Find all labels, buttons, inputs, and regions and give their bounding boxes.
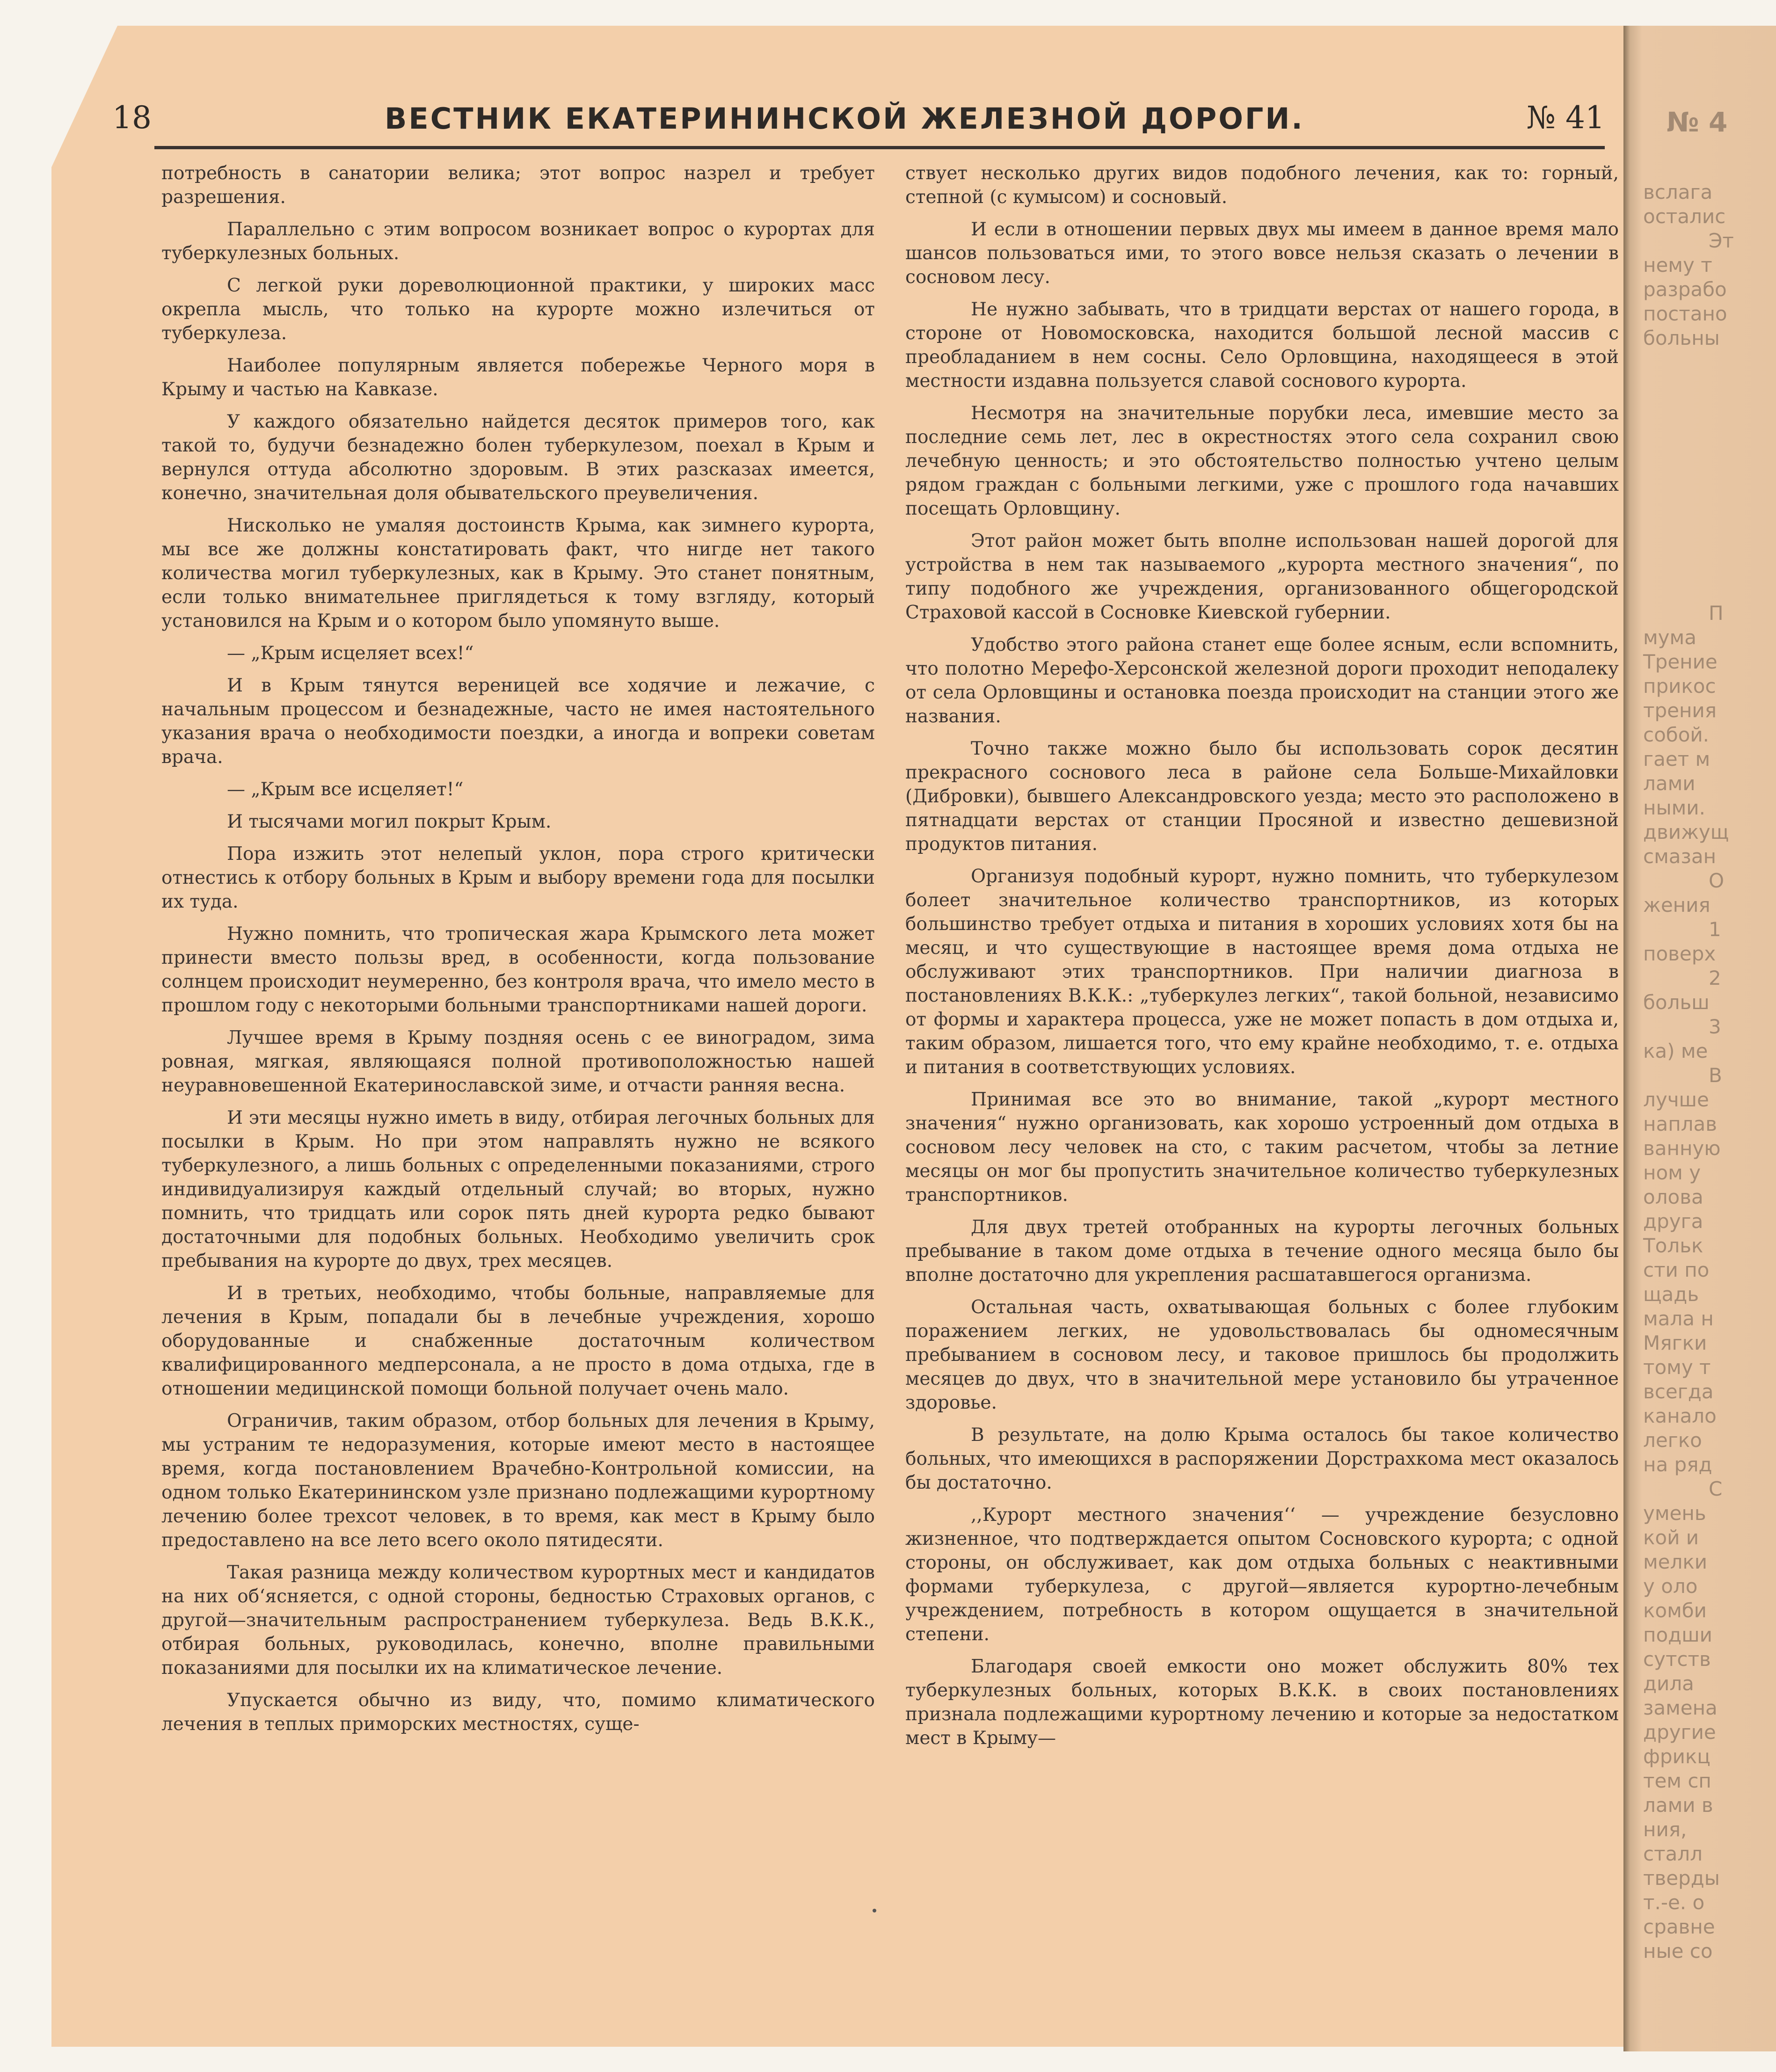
next-page-fragment: больш [1643,991,1710,1014]
next-page-fragment: Мягки [1643,1331,1707,1354]
page-header [112,89,1605,136]
next-page-fragment: В [1709,1064,1722,1087]
next-page-fragment: движущ [1643,821,1729,843]
next-page-fragment: поверх [1643,942,1716,965]
next-page-fragment: лучше [1643,1088,1709,1111]
next-page-fragment: дила [1643,1672,1694,1695]
next-page-fragment: легко [1643,1429,1702,1452]
paragraph: Принимая все это во внимание, такой „курорт местного значения“ нужно организовать, как хорошо устроенный дом отдыха в сосновом лесу человек на сто, с таким расчетом, чтобы за летние месяцы он мог бы пропустить значительное количество туберкулезных транспортников. [905,1089,1619,1206]
next-page-fragment: Тольк [1643,1234,1703,1257]
paragraph: — „Крым исцеляет всех!“ [227,643,474,664]
next-page-fragment: больны [1643,327,1720,349]
next-page-fragment: мума [1643,626,1696,649]
next-page-fragment: ка) ме [1643,1040,1708,1062]
ink-dot [873,1909,876,1912]
next-page-fragment: ванную [1643,1137,1721,1160]
left-column [161,161,875,1745]
paragraph: Благодаря своей емкости оно может обслужить 80% тех туберкулезных больных, которых В.К.К. в своих постановлениях признала подлежащими курортному лечению и которые за недостатком мест в Крыму— [905,1656,1619,1749]
next-page-fragment: олова [1643,1185,1703,1208]
paragraph: Нужно помнить, что тропическая жара Крымского лета может принести вместо пользы вред, в особенности, когда пользование солнцем происходит неумеренно, без контроля врача, что имело место в прошлом году с некоторыми больными транспортниками нашей дороги. [161,923,875,1016]
next-page-fragment: ные со [1643,1940,1713,1963]
next-page-fragment: у оло [1643,1575,1698,1598]
next-page-fragment: П [1709,602,1724,625]
paragraph: И если в отношении первых двух мы имеем в данное время мало шансов пользоваться ими, то этого вовсе нельзя сказать о лечении в сосновом лесу. [905,219,1619,288]
paragraph: — „Крым все исцеляет!“ [227,779,464,800]
next-page-fragment: разрабо [1643,278,1727,301]
paragraph: У каждого обязательно найдется десяток примеров того, как такой то, будучи безнадежно болен туберкулезом, поехал в Крым и вернулся оттуда абсолютно здоровым. В этих разсказах имеется, конечно, значительная доля обывательского преувеличения. [161,411,875,504]
next-page-fragment: фрикц [1643,1745,1710,1768]
next-page-fragment: гает м [1643,748,1710,771]
paragraph: ствует несколько других видов подобного лечения, как то: горный, степной (с кумысом) и сосновый. [905,163,1619,208]
next-page-fragment: лами в [1643,1794,1713,1817]
next-page-fragment: лами [1643,772,1696,795]
paragraph: Нисколько не умаляя достоинств Крыма, как зимнего курорта, мы все же должны констатировать факт, что нигде нет такого количества могил туберкулезных, как в Крыму. Это станет понятным, если только внимательнее приглядеться к тому взгляду, который установился на Крым и о котором было упомянуто выше. [161,515,875,632]
next-page-edge [1623,26,1776,2051]
next-page-fragment: сталл [1643,1842,1703,1865]
paragraph: ,,Курорт местного значения‘‘ — учреждение безусловно жизненное, что подтверждается опытом Сосновского курорта; с одной стороны, он обслуживает, как дом отдыха больных с неактивными формами туберкулеза, с другой—является курортно-лечебным учреждением, потребность в котором ощущается в значительной степени. [905,1505,1619,1645]
next-page-ghost-text [1638,26,1774,2051]
next-page-fragment: друга [1643,1210,1703,1233]
paragraph: Лучшее время в Крыму поздняя осень с ее виноградом, зима ровная, мягкая, являющаяся полной противоположностью нашей неуравновешенной Екатеринославской зиме, и отчасти ранняя весна. [161,1027,875,1096]
next-page-fragment: замена [1643,1696,1718,1719]
page-number: 18 [112,100,152,136]
next-page-fragment: осталис [1643,205,1726,228]
next-page-fragment: тем сп [1643,1769,1711,1792]
next-page-fragment: тому т [1643,1356,1711,1379]
next-page-fragment: мала н [1643,1307,1714,1330]
next-page-fragment: 1 [1709,918,1721,941]
paragraph: Наиболее популярным является побережье Черного моря в Крыму и частью на Кавказе. [161,355,875,400]
next-page-header: № 4 [1667,106,1728,138]
next-page-fragment: кой и [1643,1526,1699,1549]
issue-number: № 41 [1526,100,1605,136]
paragraph: В результате, на долю Крыма осталось бы такое количество больных, что имеющихся в распоряжении Дорстрахкома мест оказалось бы достаточно. [905,1425,1619,1493]
paragraph: Несмотря на значительные порубки леса, имевшие место за последние семь лет, лес в окрестностях этого села сохранил свою лечебную ценность; и это обстоятельство полностью учтено целым рядом граждан с больными легкими, уже с прошлого года начавших посещать Орловщину. [905,403,1619,519]
paragraph: Упускается обычно из виду, что, помимо климатического лечения в теплых приморских местностях, суще- [161,1690,875,1735]
paragraph: Для двух третей отобранных на курорты легочных больных пребывание в таком доме отдыха в течение одного месяца было бы вполне достаточно для укрепления расшатавшегося организма. [905,1217,1619,1286]
paragraph: Пора изжить этот нелепый уклон, пора строго критически отнестись к отбору больных в Крым и выбору времени года для посылки их туда. [161,843,875,912]
next-page-fragment: всегда [1643,1380,1714,1403]
paragraph: потребность в санатории велика; этот вопрос назрел и требует разрешения. [161,163,875,208]
header-rule [154,146,1605,149]
next-page-fragment: наплав [1643,1112,1717,1135]
paragraph: Этот район может быть вполне использован нашей дорогой для устройства в нем так называемого „курорта местного значения“, по типу подобного же учреждения, организованного общегородской Страховой кассой в Сосновке Киевской губернии. [905,531,1619,623]
next-page-fragment: постано [1643,302,1727,325]
next-page-fragment: ными. [1643,796,1705,819]
next-page-fragment: прикос [1643,675,1716,698]
paragraph: Не нужно забывать, что в тридцати верстах от нашего города, в стороне от Новомосковска, находится большой лесной массив с преобладанием в нем сосны. Село Орловщина, находящееся в этой местности издавна пользуется славой соснового курорта. [905,299,1619,392]
next-page-fragment: на ряд [1643,1453,1712,1476]
next-page-fragment: нему т [1643,254,1712,276]
paragraph: Точно также можно было бы использовать сорок десятин прекрасного соснового леса в районе села Больше-Михайловки (Дибровки), бывшего Александровского уезда; место это расположено в пятнадцати верстах от станции Просяной и известно дешевизной продуктов питания. [905,738,1619,855]
next-page-fragment: трения [1643,699,1717,722]
paragraph: И в третьих, необходимо, чтобы больные, направляемые для лечения в Крым, попадали бы в лечебные учреждения, хорошо оборудованные и снабженные достаточным количеством квалифицированного медперсонала, а не просто в дома отдыха, где в отношении медицинской помощи больной получает очень мало. [161,1283,875,1399]
next-page-fragment: ния, [1643,1818,1687,1841]
paragraph: Остальная часть, охватывающая больных с более глубоким поражением легких, не удовольствовалась бы одномесячным пребыванием в сосновом лесу, и таковое пришлось бы продолжить месяцев до двух, что в значительной мере установило бы утраченное здоровье. [905,1297,1619,1413]
paragraph: Организуя подобный курорт, нужно помнить, что туберкулезом болеет значительное количество транспортников, из которых большинство требует отдыха и питания в хороших условиях хотя бы на месяц, и что существующие в настоящее время дома отдыха не обслуживают этих транспортников. При наличии диагноза в постановлениях В.К.К.: „туберкулез легких“, такой больной, независимо от формы и характера процесса, уже не может попасть в дом отдыха и, таким образом, лишается того, что ему крайне необходимо, т. е. отдыха и питания в соответствующих условиях. [905,866,1619,1078]
right-column [905,161,1619,1759]
paragraph: Ограничив, таким образом, отбор больных для лечения в Крыму, мы устраним те недоразумения, которые имеют место в настоящее время, когда постановлением Врачебно-Контрольной комиссии, на одном только Екатерининском узле признано подлежащими курортному лечению более трехсот человек, в то время, как мест в Крыму было предоставлено на все лето всего около пятидесяти. [161,1410,875,1551]
next-page-fragment: Трение [1643,650,1718,673]
next-page-fragment: сутств [1643,1648,1711,1671]
next-page-fragment: мелки [1643,1550,1708,1573]
next-page-fragment: 2 [1709,967,1721,989]
paragraph: И эти месяцы нужно иметь в виду, отбирая легочных больных для посылки в Крым. Но при этом направлять нужно не всякого туберкулезного, а лишь больных с определенными показаниями, строго индивидуализируя каждый отдельный случай; во вторых, нужно помнить, что тридцать или сорок пять дней курорта редко бывают достаточными для подобных больных. Необходимо увеличить срок пребывания на курорте до двух, трех месяцев. [161,1107,875,1272]
next-page-fragment: сравне [1643,1915,1715,1938]
next-page-fragment: 3 [1709,1015,1721,1038]
next-page-fragment: подши [1643,1623,1712,1646]
next-page-fragment: жения [1643,894,1710,916]
next-page-fragment: О [1709,869,1725,892]
paragraph: Удобство этого района станет еще более ясным, если вспомнить, что полотно Мерефо-Херсонской железной дороги проходит неподалеку от села Орловщины и остановка поезда происходит на станции этого же названия. [905,634,1619,727]
next-page-fragment: т.-е. о [1643,1891,1705,1914]
paragraph: С легкой руки дореволюционной практики, у широких масс окрепла мысль, что только на курорте можно излечиться от туберкулеза. [161,275,875,344]
paragraph: И тысячами могил покрыт Крым. [227,811,552,832]
paragraph: Такая разница между количеством курортных мест и кандидатов на них об‘ясняется, с одной стороны, бедностью Страховых органов, с другой—значительным распространением туберкулеза. Ведь В.К.К., отбирая больных, руководилась, конечно, вполне правильными показаниями для посылки их на климатическое лечение. [161,1562,875,1679]
next-page-fragment: собой. [1643,723,1710,746]
paragraph: И в Крым тянутся вереницей все ходячие и лежачие, с начальным процессом и безнадежные, часто не имея настоятельного указания врача о необходимости поездки, а иногда и вопреки советам врача. [161,675,875,768]
publication-title: ВЕСТНИК ЕКАТЕРИНИНСКОЙ ЖЕЛЕЗНОЙ ДОРОГИ. [385,102,1304,136]
next-page-fragment: Эт [1709,229,1734,252]
next-page-fragment: С [1709,1477,1723,1500]
next-page-fragment: другие [1643,1721,1716,1744]
next-page-fragment: умень [1643,1502,1706,1525]
next-page-fragment: смазан [1643,845,1717,868]
next-page-fragment: сти по [1643,1258,1710,1281]
next-page-fragment: канало [1643,1404,1717,1427]
next-page-fragment: ном у [1643,1161,1701,1184]
next-page-fragment: тверды [1643,1867,1720,1890]
paragraph: Параллельно с этим вопросом возникает вопрос о курортах для туберкулезных больных. [161,219,875,264]
next-page-fragment: вслага [1643,181,1713,204]
next-page-fragment: щадь [1643,1283,1699,1306]
next-page-fragment: комби [1643,1599,1707,1622]
